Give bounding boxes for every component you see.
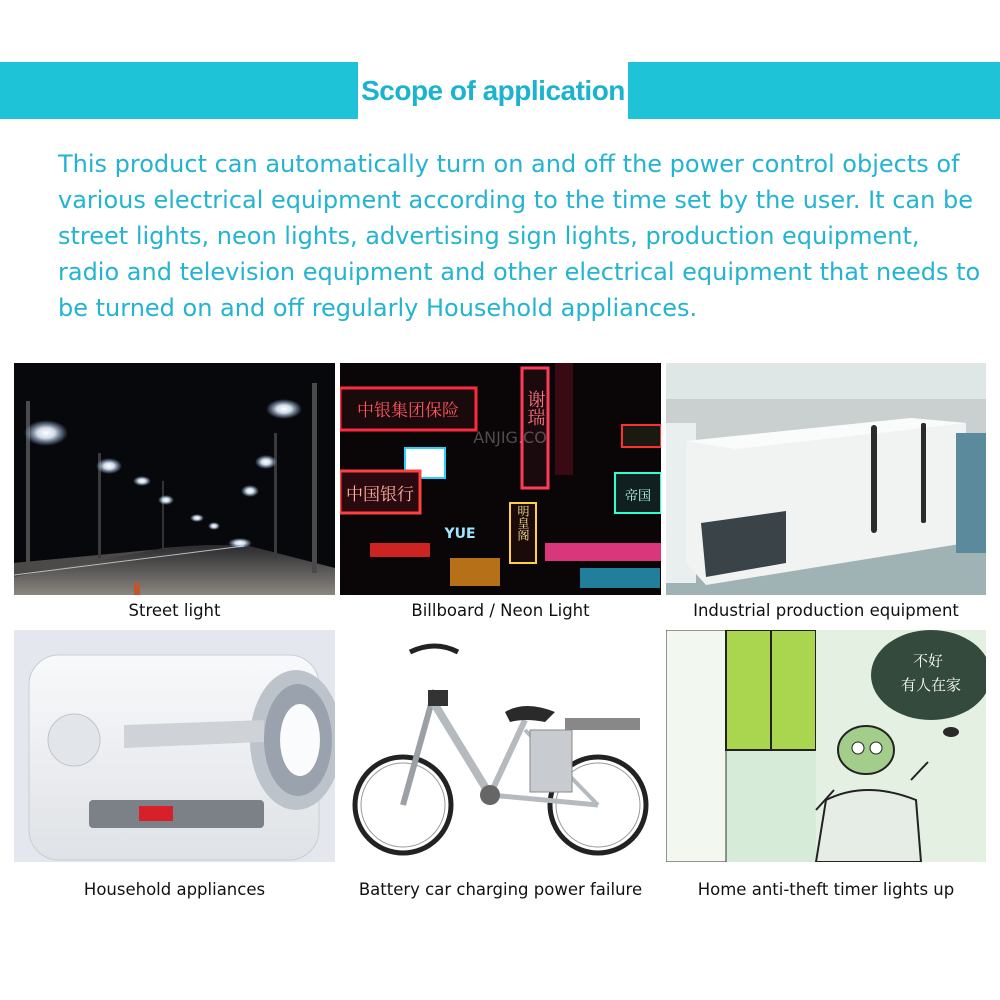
banner-bar-left [0, 62, 358, 119]
caption-household: Household appliances [83, 880, 266, 899]
electric-bicycle-photo [340, 630, 661, 862]
neon-sign-2: 中国银行 [346, 485, 414, 505]
neon-sign-1: 中银集团保险 [357, 401, 459, 421]
speech-bubble-line-1: 不好 [912, 652, 944, 670]
caption-industrial: Industrial production equipment [693, 601, 959, 620]
street-light-photo [14, 363, 335, 595]
neon-sign-5: 明皇阁 [516, 505, 530, 541]
section-banner [0, 62, 1000, 119]
banner-title: Scope of application [361, 75, 625, 106]
industrial-machine-photo [666, 363, 986, 595]
water-heater-photo [14, 630, 335, 862]
banner-bar-right [628, 62, 1000, 119]
watermark: ANJIG.CO [473, 428, 547, 447]
caption-anti-theft: Home anti-theft timer lights up [697, 880, 955, 899]
caption-neon-light: Billboard / Neon Light [411, 601, 590, 620]
neon-sign-photo [340, 363, 661, 595]
neon-sign-6: YUE [444, 526, 476, 542]
product-description: This product can automatically turn on and off the power control objects of various electrical equipment according to the time set by the user. It can be street lights, neon lights, advertising sign lights, production equipment, radio and television equipment and other electrical equipment that needs to be turned on and off regularly Household appliances. [58, 150, 981, 322]
caption-bicycle: Battery car charging power failure [358, 880, 643, 899]
neon-sign-4: 帝国 [624, 489, 652, 504]
neon-sign-3: 谢瑞 [524, 390, 546, 426]
caption-street-light: Street light [128, 601, 221, 620]
cartoon-thief-illustration [666, 630, 986, 862]
speech-bubble-line-2: 有人在家 [900, 676, 962, 694]
